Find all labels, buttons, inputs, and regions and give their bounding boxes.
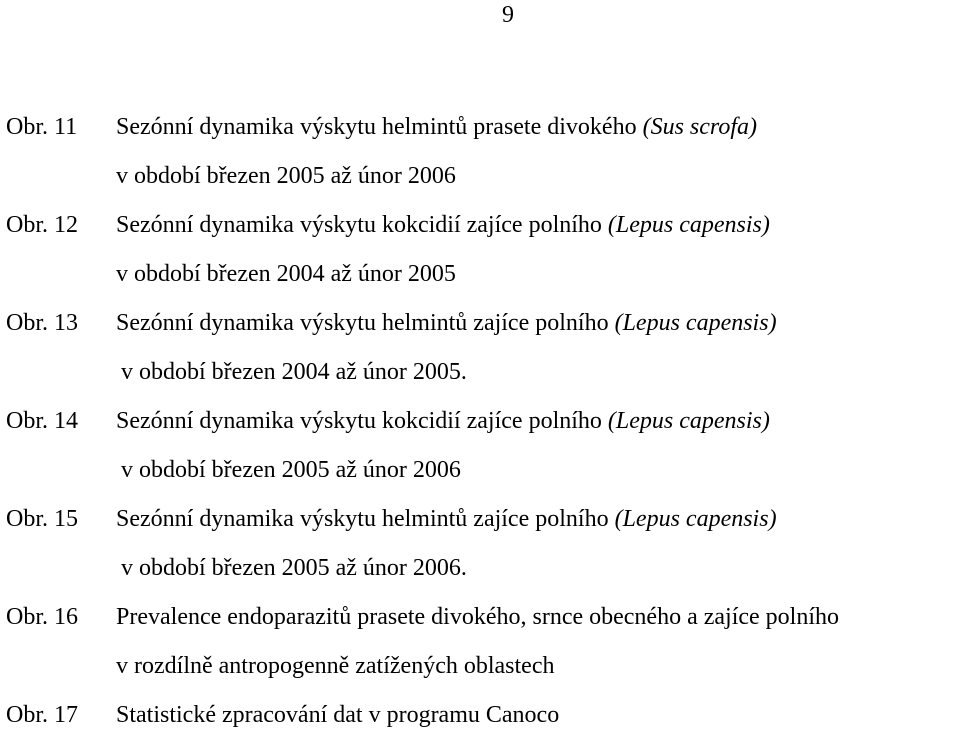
page-number: 9 (502, 2, 514, 28)
figure-label: Obr. 15 (6, 506, 78, 532)
caption-text: Sezónní dynamika výskytu helmintů prasete divokého (116, 114, 643, 140)
species-name: (Sus scrofa) (642, 114, 758, 140)
figure-caption-line1 (116, 310, 777, 337)
figure-caption-line2: v období březen 2005 až únor 2006. (121, 555, 467, 581)
figure-caption-line1 (116, 114, 757, 141)
species-name: (Lepus capensis) (607, 408, 770, 434)
caption-text: Sezónní dynamika výskytu kokcidií zajíce polního (116, 408, 608, 434)
figure-label: Obr. 12 (6, 212, 78, 238)
figure-list (0, 114, 960, 751)
figure-caption-line1 (116, 506, 777, 533)
figure-caption-line2: v období březen 2005 až únor 2006 (116, 163, 456, 189)
figure-label: Obr. 14 (6, 408, 78, 434)
caption-text: Sezónní dynamika výskytu helmintů zajíce polního (116, 506, 615, 532)
species-name: (Lepus capensis) (614, 506, 777, 532)
figure-caption-line1 (116, 702, 559, 729)
figure-caption-line1 (116, 408, 770, 435)
species-name: (Lepus capensis) (614, 310, 777, 336)
figure-label: Obr. 13 (6, 310, 78, 336)
figure-entry-17 (0, 702, 960, 751)
figure-entry-16 (0, 604, 960, 702)
figure-entry-14 (0, 408, 960, 506)
caption-text: Sezónní dynamika výskytu helmintů zajíce polního (116, 310, 615, 336)
figure-caption-line2: v období březen 2005 až únor 2006 (121, 457, 461, 483)
figure-entry-15 (0, 506, 960, 604)
figure-label: Obr. 17 (6, 702, 78, 728)
figure-entry-13 (0, 310, 960, 408)
figure-caption-line2: v období březen 2004 až únor 2005. (121, 359, 467, 385)
figure-label: Obr. 11 (6, 114, 78, 140)
caption-text: Prevalence endoparazitů prasete divokého, srnce obecného a zajíce polního (116, 604, 840, 630)
species-name: (Lepus capensis) (607, 212, 770, 238)
figure-entry-11 (0, 114, 960, 212)
figure-caption-line2: v rozdílně antropogenně zatížených oblastech (116, 653, 555, 679)
caption-text: Statistické zpracování dat v programu Canoco (116, 702, 560, 728)
figure-caption-line1 (116, 212, 770, 239)
caption-text: Sezónní dynamika výskytu kokcidií zajíce polního (116, 212, 608, 238)
figure-entry-12 (0, 212, 960, 310)
figure-label: Obr. 16 (6, 604, 78, 630)
figure-caption-line1 (116, 604, 839, 631)
figure-caption-line2: v období březen 2004 až únor 2005 (116, 261, 456, 287)
